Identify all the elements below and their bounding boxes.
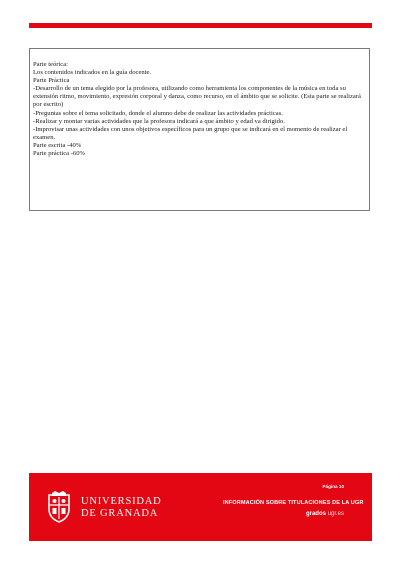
university-name-line1: UNIVERSIDAD bbox=[81, 496, 162, 507]
info-title: INFORMACIÓN SOBRE TITULACIONES DE LA UGR bbox=[223, 500, 364, 506]
text-line: Parte teórica: bbox=[33, 61, 68, 68]
text-line: Parte práctica -60% bbox=[33, 150, 85, 158]
text-line: -Desarrollo de un tema elegido por la profesora, utilizando como herramienta los componentes de la música en toda su extensión ritmo, movimiento, expresión corporal y danza, como recurso, en el ámbito que se solicite. (Esta parte se realizará por escrito) bbox=[33, 85, 361, 109]
grados-light-text: ugr.es bbox=[327, 511, 344, 517]
university-name-line2: DE GRANADA bbox=[81, 508, 159, 519]
text-line: Parte escrita -40% bbox=[33, 141, 82, 149]
text-line: Parte Práctica bbox=[33, 77, 70, 85]
content-text bbox=[33, 61, 361, 158]
text-line: -Realizar y montar varias actividades que la profesora indicará a que ámbito y edad va dirigido. bbox=[33, 117, 285, 125]
footer-banner bbox=[29, 473, 372, 541]
grados-link[interactable] bbox=[306, 511, 344, 517]
content-box bbox=[29, 48, 370, 211]
text-line: Los contenidos indicados en la guía docente. bbox=[33, 69, 152, 77]
university-crest-icon bbox=[46, 491, 72, 523]
text-line: -Preguntas sobre el tema solicitado, donde el alumno debe de realizar las actividades prácticas. bbox=[33, 109, 283, 117]
header-red-rule bbox=[29, 23, 372, 28]
text-line: -Improvisar unas actividades con unos objetivos específicos para un grupo que se indicará en el momento de realizar el examen. bbox=[33, 125, 348, 141]
page-number: Página 10 bbox=[322, 484, 344, 489]
grados-bold-text: grados bbox=[305, 511, 326, 517]
